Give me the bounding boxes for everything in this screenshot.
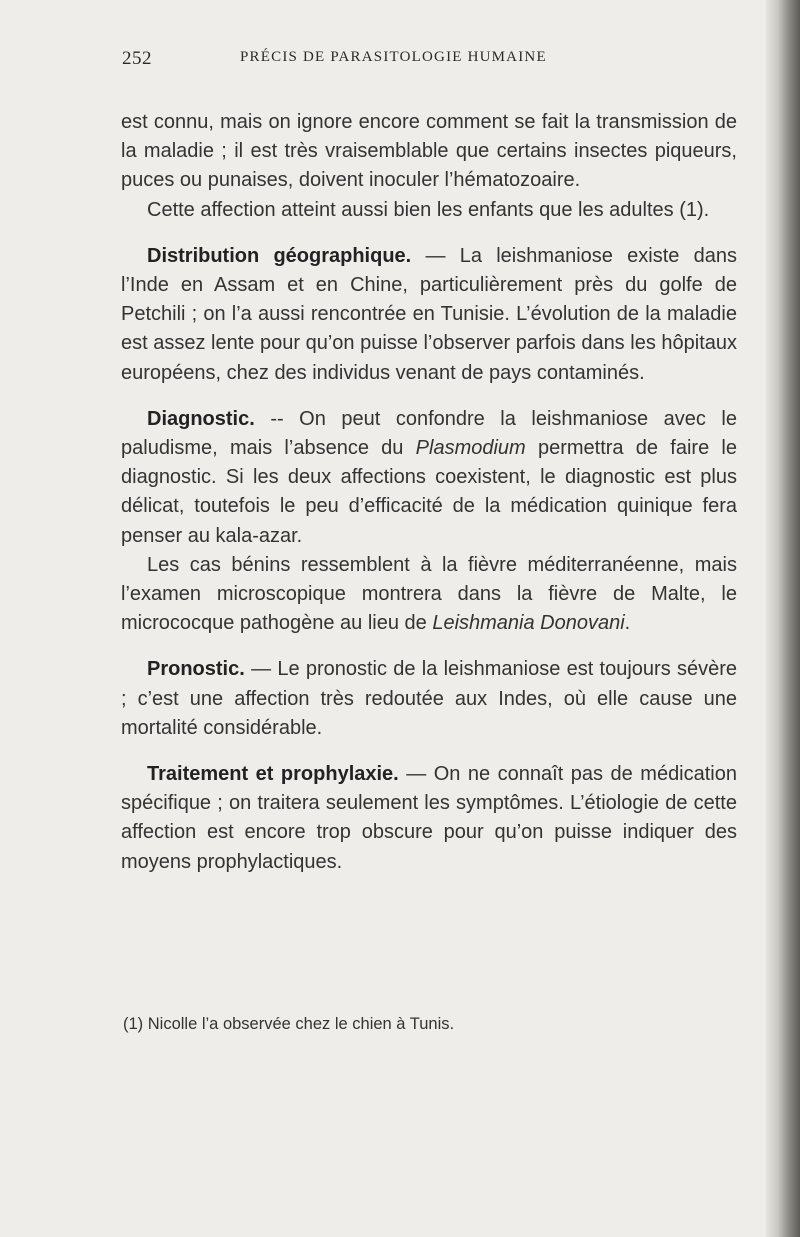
section-heading-pronostic: Pronostic. bbox=[147, 658, 245, 681]
section-text-pronostic: — Le pronostic de la leishmaniose est toujours sévère ; c’est une affection très redoutée aux Indes, où elle cause une mortalité considérable. bbox=[121, 658, 737, 739]
section-text-diagnostic-b: permettra de faire le diagnostic. Si les deux affections coexistent, le diagnostic est plus délicat, toutefois le peu d’efficacité de la médication quinique fera penser au kala-azar. bbox=[121, 437, 737, 547]
footnote: (1) Nicolle l’a observée chez le chien à Tunis. bbox=[123, 1015, 455, 1033]
section-heading-distribution: Distribution géographique. bbox=[147, 244, 412, 267]
section-diagnostic bbox=[121, 405, 737, 551]
running-title: PRÉCIS DE PARASITOLOGIE HUMAINE bbox=[240, 49, 547, 65]
section-heading-traitement: Traitement et prophylaxie. bbox=[147, 763, 399, 786]
section-text-diagnostic-a: -- On peut confondre la leishmaniose avec le paludisme, mais l’absence du bbox=[121, 407, 737, 460]
section-text-distribution: — La leishmaniose existe dans l’Inde en Assam et en Chine, particulièrement près du golfe de Petchili ; on l’a aussi rencontrée en Tunisie. L’évolution de la maladie est assez lente pour qu’on puisse l’observer parfois dans les hôpitaux européens, chez des individus venant de pays contaminés. bbox=[121, 244, 738, 384]
section-heading-diagnostic: Diagnostic. bbox=[147, 407, 255, 430]
benign-cases-text: Les cas bénins ressemblent à la fièvre méditerranéenne, mais l’examen microscopique montrera dans la fièvre de Malte, le micrococque pathogène au lieu de bbox=[121, 553, 737, 635]
body-text bbox=[121, 108, 737, 877]
paragraph-affection: Cette affection atteint aussi bien les enfants que les adultes (1). bbox=[147, 198, 710, 221]
paragraph-continuation: est connu, mais on ignore encore comment se fait la transmission de la maladie ; il est très vraisemblable que certains insectes piqueurs, puces ou punaises, doivent inoculer l’hématozoaire. bbox=[121, 111, 737, 192]
section-distribution bbox=[121, 242, 737, 388]
italic-leishmania: Leishmania Donovani bbox=[432, 612, 625, 635]
section-text-traitement: — On ne connaît pas de médication spécifique ; on traitera seulement les symptômes. L’étiologie de cette affection est encore trop obscure pour qu’on puisse indiquer des moyens prophylactiques. bbox=[121, 763, 737, 873]
section-pronostic bbox=[121, 655, 737, 743]
italic-plasmodium: Plasmodium bbox=[415, 437, 526, 460]
page-edge-shadow bbox=[766, 0, 800, 1237]
benign-cases-end: . bbox=[624, 612, 631, 635]
paragraph-benign-cases bbox=[121, 551, 737, 639]
page-number: 252 bbox=[122, 48, 152, 69]
section-traitement bbox=[121, 760, 737, 877]
